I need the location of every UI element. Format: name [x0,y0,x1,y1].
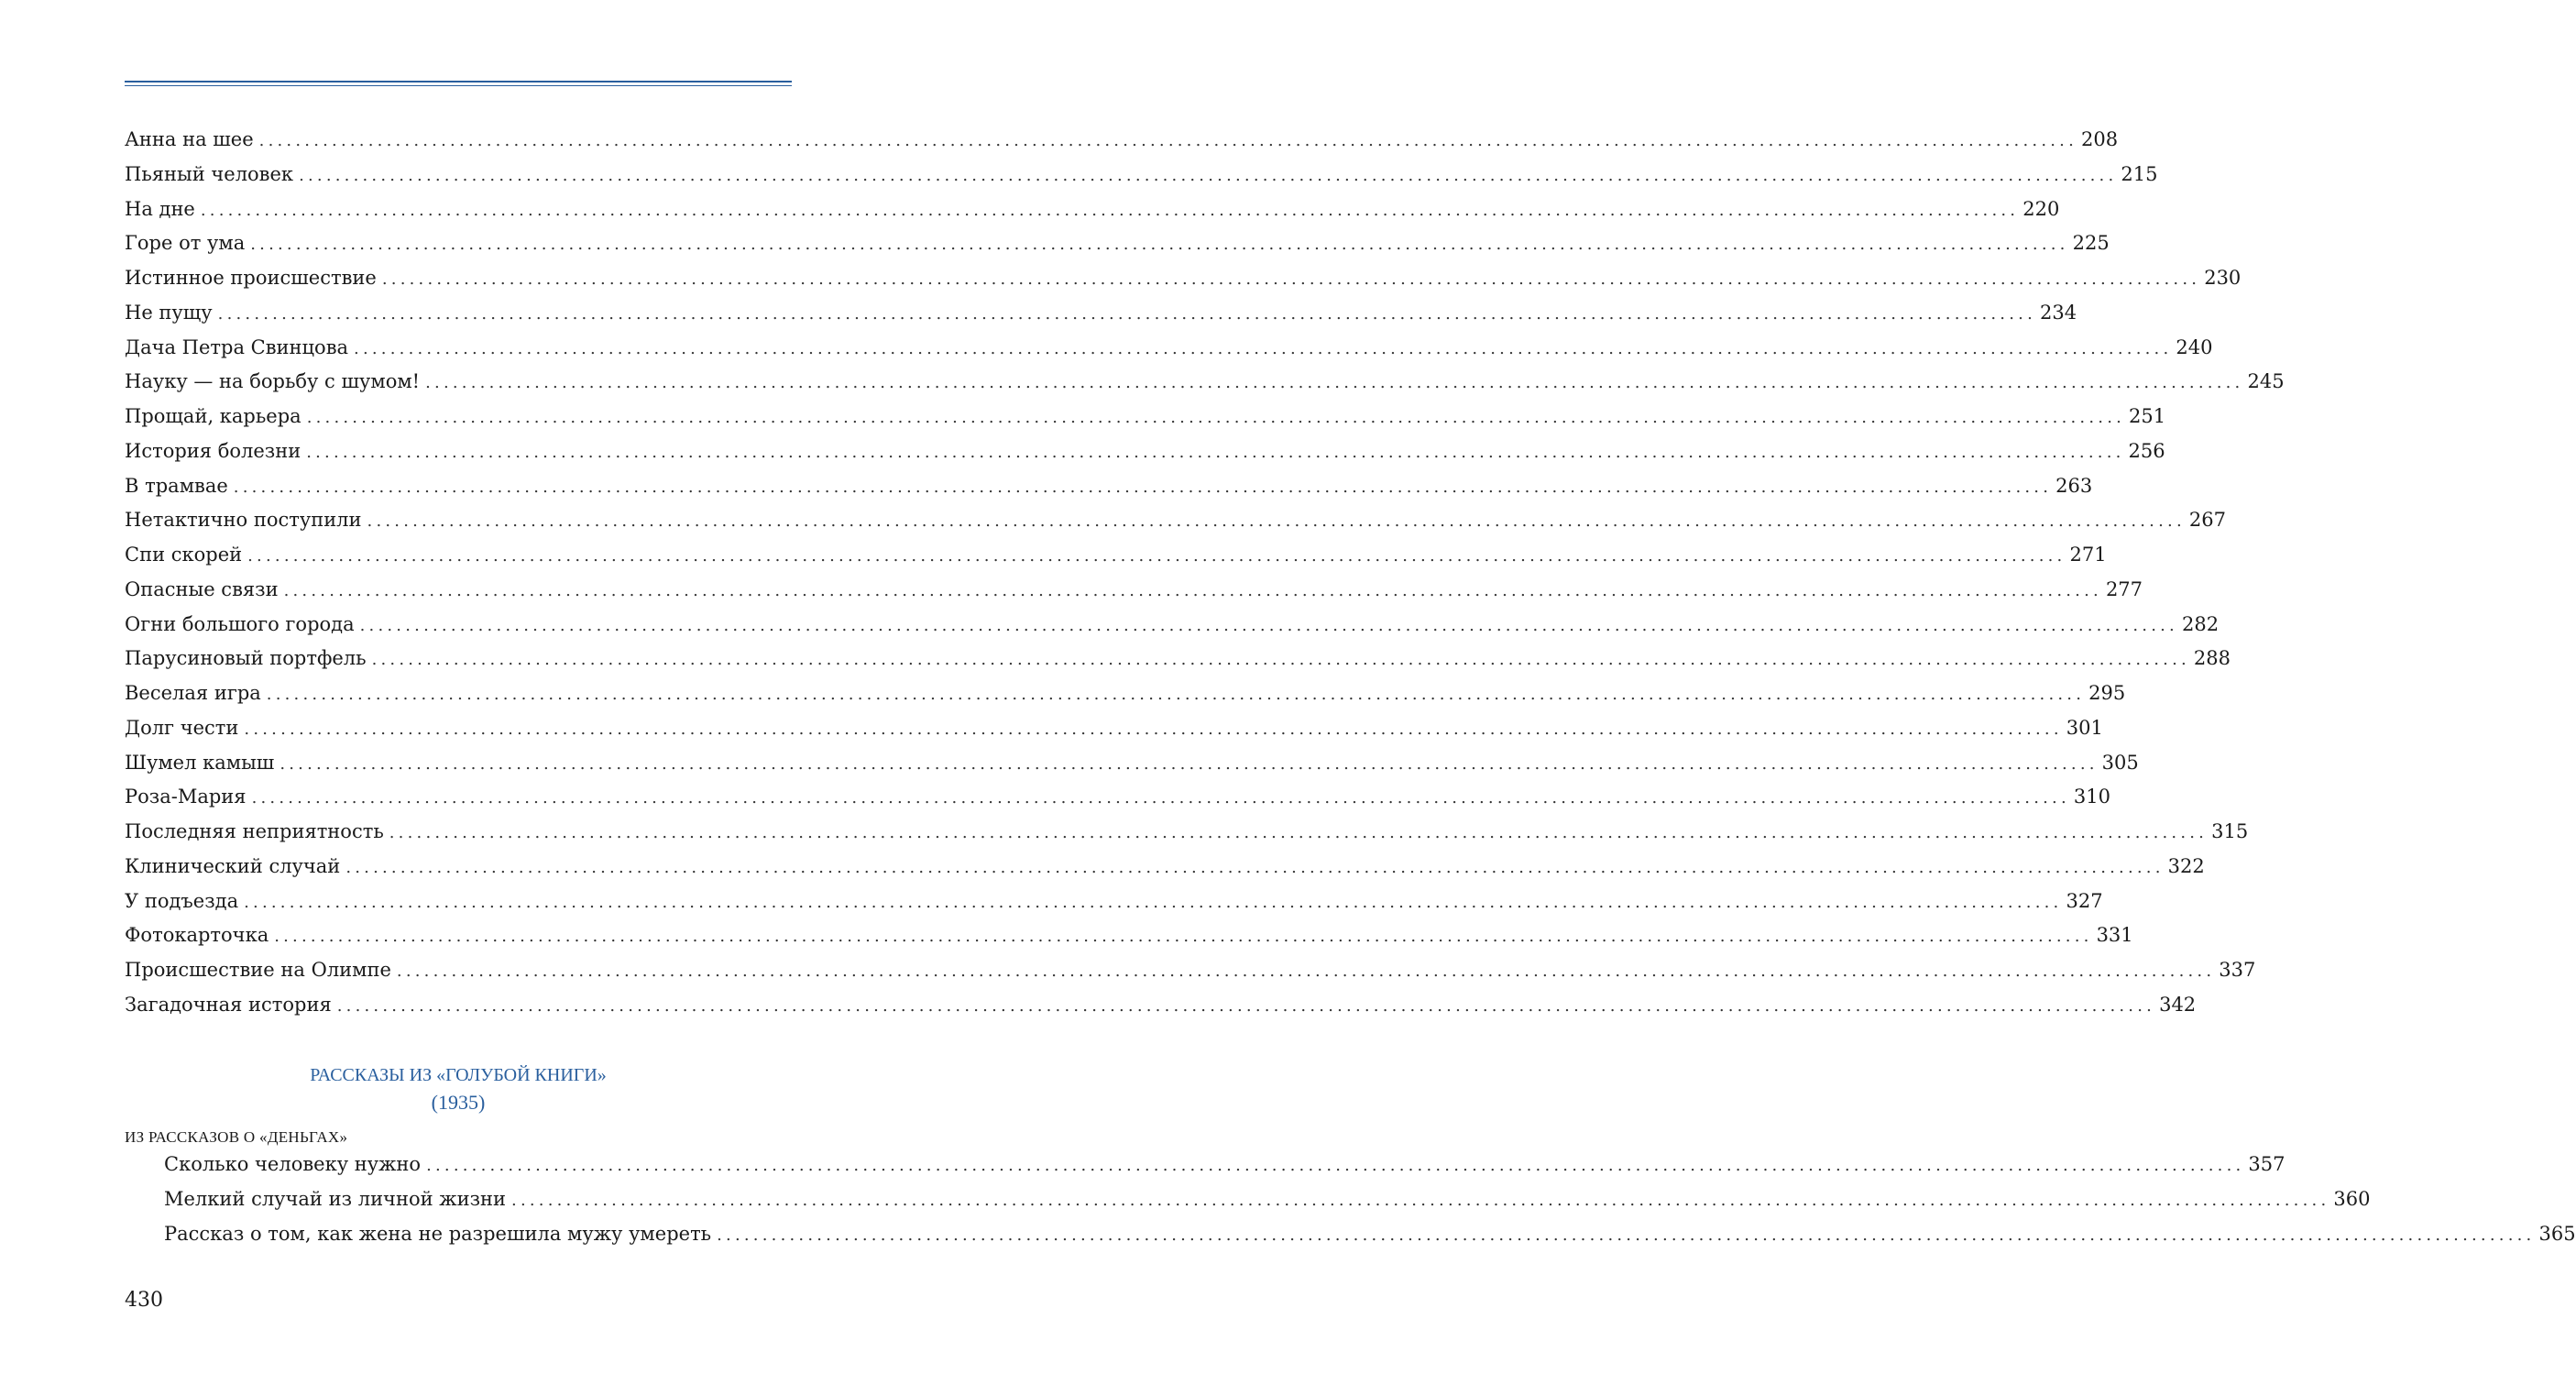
dot-leader: ........................................................................................................................................................................................................ [371,650,2190,670]
toc-entry-title: Опасные связи [125,577,279,600]
toc-entry-title: Анна на шее [125,128,254,150]
dot-leader: ........................................................................................................................................................................................................ [233,477,2053,497]
header-rule-bottom [125,85,792,86]
toc-entry-page: 357 [2248,1153,2286,1175]
toc-entry [125,469,2093,504]
toc-entry [125,400,2166,434]
toc-entry-title: Фотокарточка [125,924,269,947]
toc-entry-page: 271 [2069,544,2107,566]
header-rule-top [125,81,792,82]
subsection-contents [164,1148,2576,1251]
toc-entry-page: 277 [2105,577,2143,600]
toc-entry-page: 327 [2066,889,2103,912]
toc-entry-title: Клинический случай [125,854,341,877]
dot-leader: ........................................................................................................................................................................................................ [217,303,2036,324]
toc-entry-page: 256 [2128,439,2165,462]
dot-leader: ........................................................................................................................................................................................................ [389,823,2209,842]
toc-entry [125,434,2165,469]
toc-entry [125,676,2126,711]
dot-leader: ........................................................................................................................................................................................................ [247,546,2066,566]
dot-leader: ........................................................................................................................................................................................................ [306,408,2126,427]
toc-entry-page: 245 [2247,370,2285,393]
section-title: РАССКАЗЫ ИЗ «ГОЛУБОЙ КНИГИ» [310,1065,607,1085]
toc-entry [125,296,2077,331]
toc-entry-page: 342 [2159,993,2197,1016]
toc-entry [125,538,2107,573]
table-of-contents [125,123,2285,1023]
toc-entry-title: Загадочная история [125,993,332,1016]
toc-entry-page: 225 [2072,232,2110,255]
toc-entry-title: Пьяный человек [125,162,294,185]
toc-entry-page: 331 [2096,924,2133,947]
toc-entry [125,608,2220,643]
subsection-title: ИЗ РАССКАЗОВ О «ДЕНЬГАХ» [125,1128,348,1146]
toc-entry-title: Огни большого города [125,612,355,635]
toc-entry [125,850,2205,885]
toc-entry [125,123,2119,158]
toc-entry [125,780,2110,815]
toc-entry-title: Шумел камыш [125,751,275,774]
toc-entry [125,918,2133,953]
toc-entry-title: У подъезда [125,889,239,912]
toc-entry-title: Горе от ума [125,232,246,255]
toc-entry-title: Нетактично поступили [125,509,362,532]
dot-leader: ........................................................................................................................................................................................................ [336,995,2156,1016]
toc-entry-page: 220 [2022,197,2060,220]
toc-entry-page: 337 [2219,959,2256,981]
dot-leader: ........................................................................................................................................................................................................ [511,1190,2330,1210]
dot-leader: ........................................................................................................................................................................................................ [396,962,2216,981]
toc-entry [125,365,2285,400]
toc-entry [125,503,2226,538]
toc-entry-page: 295 [2088,682,2126,704]
toc-entry-page: 263 [2055,474,2093,497]
toc-entry [125,158,2158,192]
toc-entry [125,226,2110,261]
dot-leader: ........................................................................................................................................................................................................ [283,580,2102,600]
toc-entry-title: Веселая игра [125,682,261,704]
toc-entry-page: 310 [2073,786,2110,808]
dot-leader: ........................................................................................................................................................................................................ [717,1225,2536,1245]
toc-entry-page: 288 [2193,647,2231,670]
section-year: (1935) [431,1091,486,1114]
toc-entry-page: 234 [2040,301,2077,324]
toc-entry [125,331,2213,366]
toc-entry-title: На дне [125,197,195,220]
toc-entry-page: 282 [2181,612,2220,635]
dot-leader: ........................................................................................................................................................................................................ [274,927,2093,947]
toc-entry-title: Долг чести [125,716,239,739]
dot-leader: ........................................................................................................................................................................................................ [381,269,2201,289]
toc-entry-page: 360 [2333,1187,2371,1210]
toc-entry-page: 230 [2204,267,2242,289]
toc-entry-page: 215 [2121,162,2158,185]
toc-entry-title: Мелкий случай из личной жизни [164,1187,507,1210]
dot-leader: ........................................................................................................................................................................................................ [280,753,2099,774]
toc-entry-title: Рассказ о том, как жена не разрешила мужу умереть [164,1222,712,1245]
toc-entry-title: Не пущу [125,301,213,324]
toc-entry-title: Происшествие на Олимпе [125,959,391,981]
toc-entry-title: Дача Петра Свинцова [125,335,349,358]
toc-entry-page: 322 [2167,854,2205,877]
dot-leader: ........................................................................................................................................................................................................ [266,685,2086,704]
dot-leader: ........................................................................................................................................................................................................ [354,338,2173,358]
toc-entry-page: 365 [2538,1222,2576,1245]
dot-leader: ........................................................................................................................................................................................................ [251,788,2070,808]
dot-leader: ........................................................................................................................................................................................................ [200,200,2020,220]
dot-leader: ........................................................................................................................................................................................................ [367,511,2186,532]
toc-entry [125,261,2242,296]
dot-leader: ........................................................................................................................................................................................................ [244,892,2063,912]
toc-entry-title: История болезни [125,439,301,462]
dot-leader: ........................................................................................................................................................................................................ [244,719,2063,739]
toc-entry-page: 301 [2066,716,2103,739]
toc-entry-page: 267 [2188,509,2226,532]
dot-leader: ........................................................................................................................................................................................................ [425,373,2244,393]
dot-leader: ........................................................................................................................................................................................................ [426,1156,2245,1175]
dot-leader: ........................................................................................................................................................................................................ [345,857,2165,877]
toc-entry-title: Прощай, карьера [125,405,301,427]
toc-entry [125,815,2249,850]
toc-entry-title: В трамвае [125,474,228,497]
toc-entry-page: 305 [2101,751,2139,774]
toc-entry-page: 240 [2176,335,2213,358]
toc-entry [125,953,2256,988]
toc-entry-title: Истинное происшествие [125,267,377,289]
toc-entry-page: 251 [2129,405,2166,427]
toc-entry-title: Сколько человеку нужно [164,1153,422,1175]
dot-leader: ........................................................................................................................................................................................................ [258,131,2078,150]
toc-entry [164,1217,2576,1252]
toc-entry [125,885,2103,919]
dot-leader: ........................................................................................................................................................................................................ [250,235,2069,255]
toc-entry-title: Науку — на борьбу с шумом! [125,370,421,393]
toc-entry [164,1182,2371,1217]
page-number: 430 [125,1289,163,1312]
dot-leader: ........................................................................................................................................................................................................ [306,442,2125,462]
toc-entry [125,573,2143,608]
toc-entry [125,642,2231,676]
dot-leader: ........................................................................................................................................................................................................ [299,165,2118,185]
toc-entry [125,192,2060,227]
toc-entry-title: Роза-Мария [125,786,247,808]
toc-entry [125,711,2103,746]
dot-leader: ........................................................................................................................................................................................................ [359,615,2178,635]
toc-entry [125,988,2197,1023]
toc-entry-title: Последняя неприятность [125,820,384,842]
toc-entry-title: Спи скорей [125,544,243,566]
toc-entry [125,746,2139,781]
toc-entry-page: 208 [2081,128,2119,150]
toc-entry [164,1148,2286,1182]
toc-entry-page: 315 [2211,820,2249,842]
toc-entry-title: Парусиновый портфель [125,647,367,670]
